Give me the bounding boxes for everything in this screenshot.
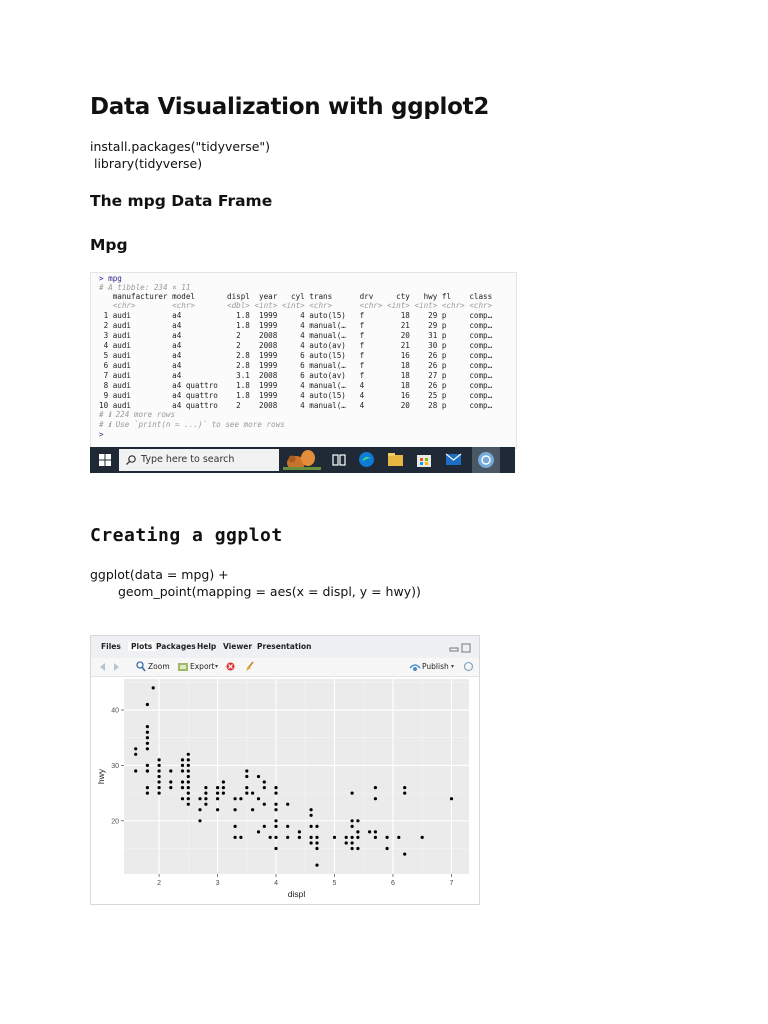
- store-icon[interactable]: [416, 451, 432, 468]
- data-point: [269, 836, 272, 839]
- y-axis-label: hwy: [96, 768, 106, 785]
- section-heading-mpg: Mpg: [90, 236, 128, 254]
- data-point: [158, 769, 161, 772]
- console-row: 1 audi a4 1.8 1999 4 auto(l5) f 18 29 p comp…: [99, 311, 493, 320]
- data-point: [274, 847, 277, 850]
- data-point: [181, 769, 184, 772]
- data-point: [263, 786, 266, 789]
- search-icon: [126, 455, 136, 465]
- data-point: [152, 686, 155, 689]
- page-title: Data Visualization with ggplot2: [90, 94, 490, 120]
- data-point: [187, 758, 190, 761]
- data-point: [146, 703, 149, 706]
- data-point: [333, 836, 336, 839]
- data-point: [234, 797, 237, 800]
- data-point: [351, 841, 354, 844]
- data-point: [181, 786, 184, 789]
- hwy-vs-displ-scatter-plot: [91, 676, 479, 904]
- data-point: [345, 836, 348, 839]
- pane-tab-bar: [91, 636, 479, 659]
- library-code-line: library(tidyverse): [90, 156, 203, 171]
- data-point: [374, 786, 377, 789]
- data-point: [351, 792, 354, 795]
- data-point: [187, 780, 190, 783]
- console-hint: # ℹ Use `print(n = ...)` to see more rows: [99, 420, 285, 429]
- console-row: 7 audi a4 3.1 2008 6 auto(av) f 18 27 p comp…: [99, 371, 493, 380]
- console-types: <chr> <chr> <dbl> <int> <int> <chr> <chr> <int> <int> <chr> <chr>: [99, 301, 493, 310]
- console-prompt: > mpg: [99, 274, 122, 283]
- x-tick-label: 4: [274, 880, 278, 887]
- data-point: [198, 808, 201, 811]
- data-point: [386, 836, 389, 839]
- data-point: [274, 836, 277, 839]
- data-point: [169, 786, 172, 789]
- plot-panel-background: [124, 679, 469, 874]
- y-tick-label: 20: [111, 818, 119, 826]
- data-point: [158, 758, 161, 761]
- data-point: [245, 769, 248, 772]
- y-tick-label: 40: [111, 707, 119, 715]
- data-point: [310, 825, 313, 828]
- data-point: [216, 786, 219, 789]
- ggplot-code-line-1: ggplot(data = mpg) +: [90, 567, 229, 582]
- x-tick-label: 3: [215, 880, 220, 887]
- publish-icon[interactable]: [409, 662, 421, 672]
- data-point: [187, 797, 190, 800]
- console-row: 10 audi a4 quattro 2 2008 4 manual(… 4 20 28 p comp…: [99, 401, 493, 410]
- console-row: 5 audi a4 2.8 1999 6 auto(l5) f 16 26 p comp…: [99, 351, 493, 360]
- data-point: [158, 764, 161, 767]
- data-point: [315, 847, 318, 850]
- section-heading-mpg-frame: The mpg Data Frame: [90, 192, 273, 210]
- data-point: [286, 836, 289, 839]
- data-point: [263, 825, 266, 828]
- export-icon[interactable]: [177, 661, 189, 672]
- task-view-icon[interactable]: [332, 453, 346, 467]
- tab-viewer[interactable]: Viewer: [223, 642, 253, 651]
- data-point: [198, 819, 201, 822]
- data-point: [181, 797, 184, 800]
- data-point: [315, 864, 318, 867]
- data-point: [216, 797, 219, 800]
- x-tick-label: 7: [449, 880, 454, 887]
- data-point: [356, 830, 359, 833]
- remove-plot-icon[interactable]: [226, 662, 235, 671]
- data-point: [368, 830, 371, 833]
- section-heading-creating: Creating a ggplot: [90, 525, 283, 546]
- console-row: 3 audi a4 2 2008 4 manual(… f 20 31 p comp…: [99, 331, 493, 340]
- data-point: [310, 836, 313, 839]
- data-point: [274, 808, 277, 811]
- data-point: [351, 825, 354, 828]
- data-point: [146, 792, 149, 795]
- data-point: [158, 775, 161, 778]
- console-row: 2 audi a4 1.8 1999 4 manual(… f 21 29 p comp…: [99, 321, 493, 330]
- data-point: [351, 836, 354, 839]
- data-point: [251, 792, 254, 795]
- data-point: [397, 836, 400, 839]
- data-point: [134, 769, 137, 772]
- data-point: [286, 803, 289, 806]
- squirrel-widget-icon[interactable]: [278, 448, 326, 472]
- data-point: [245, 775, 248, 778]
- data-point: [187, 786, 190, 789]
- data-point: [187, 792, 190, 795]
- data-point: [298, 830, 301, 833]
- clear-all-broom-icon[interactable]: [245, 661, 255, 672]
- data-point: [204, 792, 207, 795]
- console-row: 8 audi a4 quattro 1.8 1999 4 manual(… 4 18 26 p comp…: [99, 381, 493, 390]
- windows-taskbar: [90, 447, 515, 473]
- data-point: [310, 841, 313, 844]
- file-explorer-icon[interactable]: [387, 452, 404, 467]
- edge-browser-icon[interactable]: [358, 451, 375, 468]
- data-point: [286, 825, 289, 828]
- x-tick-label: 6: [391, 880, 395, 887]
- tab-files[interactable]: Files: [101, 642, 121, 651]
- x-tick-label: 5: [332, 880, 337, 887]
- data-point: [403, 786, 406, 789]
- y-tick-label: 30: [111, 762, 119, 770]
- export-dropdown-icon[interactable]: ▾: [215, 664, 219, 670]
- data-point: [374, 830, 377, 833]
- install-code-line: install.packages("tidyverse"): [90, 139, 271, 154]
- x-tick-label: 2: [157, 880, 162, 887]
- console-end-prompt: >: [99, 430, 104, 439]
- data-point: [374, 797, 377, 800]
- publish-dropdown-icon[interactable]: ▾: [451, 664, 455, 670]
- rstudio-plots-panel: [90, 635, 480, 905]
- data-point: [403, 853, 406, 856]
- refresh-icon[interactable]: [463, 661, 474, 672]
- data-point: [356, 819, 359, 822]
- data-point: [187, 775, 190, 778]
- minimize-maximize-icon[interactable]: [449, 643, 473, 653]
- data-point: [146, 725, 149, 728]
- console-more-rows: # ℹ 224 more rows: [99, 410, 176, 419]
- data-point: [386, 847, 389, 850]
- data-point: [187, 803, 190, 806]
- data-point: [263, 803, 266, 806]
- data-point: [134, 747, 137, 750]
- data-point: [146, 786, 149, 789]
- data-point: [315, 825, 318, 828]
- data-point: [187, 753, 190, 756]
- data-point: [310, 814, 313, 817]
- taskbar-search-input[interactable]: [119, 449, 279, 471]
- tab-help[interactable]: Help: [197, 642, 217, 651]
- data-point: [198, 797, 201, 800]
- tibble-header: # A tibble: 234 × 11: [99, 283, 191, 292]
- data-point: [169, 780, 172, 783]
- data-point: [222, 786, 225, 789]
- data-point: [146, 742, 149, 745]
- data-point: [450, 797, 453, 800]
- console-row: 6 audi a4 2.8 1999 6 manual(… f 18 26 p comp…: [99, 361, 493, 370]
- export-button[interactable]: Export: [190, 662, 215, 671]
- publish-button[interactable]: Publish: [422, 662, 449, 671]
- data-point: [257, 775, 260, 778]
- data-point: [421, 836, 424, 839]
- data-point: [263, 780, 266, 783]
- ggplot-code-line-2: geom_point(mapping = aes(x = displ, y = hwy)): [118, 584, 421, 599]
- data-point: [274, 825, 277, 828]
- data-point: [257, 797, 260, 800]
- tab-presentation[interactable]: Presentation: [257, 642, 312, 651]
- data-point: [310, 808, 313, 811]
- data-point: [315, 841, 318, 844]
- data-point: [181, 780, 184, 783]
- data-point: [274, 803, 277, 806]
- data-point: [351, 819, 354, 822]
- console-row: 4 audi a4 2 2008 4 auto(av) f 21 30 p comp…: [99, 341, 493, 350]
- data-point: [158, 780, 161, 783]
- zoom-button[interactable]: Zoom: [148, 662, 170, 671]
- data-point: [274, 792, 277, 795]
- data-point: [351, 847, 354, 850]
- data-point: [245, 792, 248, 795]
- data-point: [216, 808, 219, 811]
- data-point: [146, 764, 149, 767]
- data-point: [146, 747, 149, 750]
- data-point: [222, 792, 225, 795]
- data-point: [356, 847, 359, 850]
- data-point: [222, 780, 225, 783]
- data-point: [234, 808, 237, 811]
- data-point: [169, 769, 172, 772]
- data-point: [245, 786, 248, 789]
- x-axis-label: displ: [287, 889, 306, 899]
- console-row: 9 audi a4 quattro 1.8 1999 4 auto(l5) 4 16 25 p comp…: [99, 391, 493, 400]
- data-point: [403, 792, 406, 795]
- data-point: [204, 786, 207, 789]
- console-screenshot: [90, 272, 517, 449]
- tab-packages[interactable]: Packages: [156, 642, 196, 651]
- data-point: [134, 753, 137, 756]
- data-point: [251, 808, 254, 811]
- data-point: [146, 769, 149, 772]
- rstudio-app-icon[interactable]: [477, 451, 495, 469]
- data-point: [356, 836, 359, 839]
- data-point: [239, 836, 242, 839]
- data-point: [146, 736, 149, 739]
- data-point: [187, 769, 190, 772]
- data-point: [274, 786, 277, 789]
- plots-toolbar: [91, 658, 479, 677]
- mail-icon[interactable]: [445, 452, 462, 467]
- data-point: [315, 836, 318, 839]
- data-point: [345, 841, 348, 844]
- data-point: [204, 803, 207, 806]
- taskbar-search-placeholder: Type here to search: [141, 454, 235, 465]
- data-point: [146, 731, 149, 734]
- data-point: [239, 797, 242, 800]
- zoom-icon[interactable]: [136, 661, 146, 672]
- data-point: [274, 819, 277, 822]
- back-forward-arrows-icon[interactable]: [99, 662, 121, 672]
- data-point: [216, 792, 219, 795]
- windows-start-icon[interactable]: [99, 454, 111, 466]
- data-point: [234, 836, 237, 839]
- data-point: [234, 825, 237, 828]
- console-columns: manufacturer model displ year cyl trans drv cty hwy fl class: [99, 292, 493, 301]
- data-point: [204, 797, 207, 800]
- data-point: [187, 764, 190, 767]
- data-point: [374, 836, 377, 839]
- data-point: [158, 792, 161, 795]
- data-point: [181, 764, 184, 767]
- data-point: [158, 786, 161, 789]
- data-point: [181, 758, 184, 761]
- tab-plots[interactable]: Plots: [128, 642, 155, 651]
- data-point: [298, 836, 301, 839]
- data-point: [257, 830, 260, 833]
